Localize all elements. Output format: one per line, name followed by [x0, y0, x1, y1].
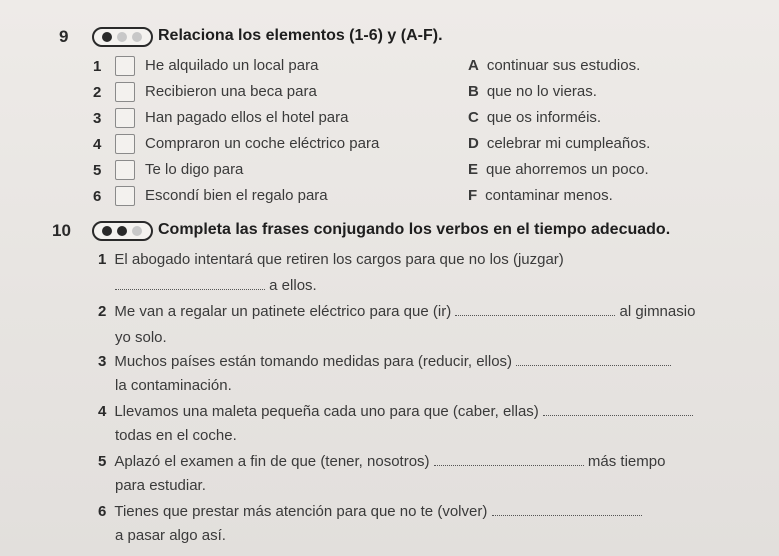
answer-blank[interactable] — [543, 403, 693, 416]
left-item-text: Han pagado ellos el hotel para — [145, 109, 349, 126]
exercise-item — [98, 403, 693, 420]
row-number: 4 — [93, 136, 102, 153]
exercise-10-number: 10 — [52, 221, 71, 240]
answer-checkbox[interactable] — [115, 160, 135, 180]
difficulty-indicator-9 — [92, 27, 153, 47]
answer-blank[interactable] — [115, 277, 265, 290]
row-number: 2 — [93, 84, 102, 101]
left-item-text: He alquilado un local para — [145, 57, 319, 74]
item-text: Llevamos una maleta pequeña cada uno para que (caber, ellas) — [114, 403, 539, 420]
exercise-item-continuation: la contaminación. — [115, 377, 232, 394]
exercise-9-instruction: Relaciona los elementos (1-6) y (A-F). — [158, 27, 443, 44]
right-item-text: celebrar mi cumpleaños. — [486, 135, 651, 152]
right-item-text: que no lo vieras. — [486, 83, 597, 100]
answer-checkbox[interactable] — [115, 134, 135, 154]
item-number: 4 — [98, 403, 107, 420]
item-number: 1 — [98, 251, 107, 268]
item-number: 6 — [98, 503, 107, 520]
answer-blank[interactable] — [516, 353, 671, 366]
item-text: Aplazó el examen a fin de que (tener, nosotros) — [114, 453, 430, 470]
item-text: más tiempo — [587, 453, 666, 470]
right-item-letter: E — [468, 161, 479, 178]
answer-checkbox[interactable] — [115, 108, 135, 128]
exercise-item — [98, 303, 695, 320]
exercise-9-number: 9 — [59, 27, 69, 46]
item-number: 2 — [98, 303, 107, 320]
answer-checkbox[interactable] — [115, 186, 135, 206]
exercise-10-instruction: Completa las frases conjugando los verbos en el tiempo adecuado. — [158, 221, 671, 238]
left-item-text: Compraron un coche eléctrico para — [145, 135, 380, 152]
exercise-item-continuation: yo solo. — [115, 329, 167, 346]
exercise-item-continuation: para estudiar. — [115, 477, 206, 494]
row-number: 1 — [93, 58, 102, 75]
left-item-text: Recibieron una beca para — [145, 83, 317, 100]
item-number: 3 — [98, 353, 107, 370]
item-text: Me van a regalar un patinete eléctrico para que (ir) — [114, 303, 452, 320]
exercise-item — [98, 251, 564, 268]
difficulty-dot-empty — [132, 226, 142, 236]
exercise-item-continuation: a pasar algo así. — [115, 527, 226, 544]
difficulty-dot-empty — [117, 32, 127, 42]
right-item-text: que ahorremos un poco. — [486, 161, 649, 178]
right-item — [468, 135, 650, 152]
row-number: 5 — [93, 162, 102, 179]
right-item — [468, 83, 597, 100]
row-number: 3 — [93, 110, 102, 127]
right-item-letter: C — [468, 109, 479, 126]
exercise-item — [98, 503, 642, 520]
difficulty-indicator-10 — [92, 221, 153, 241]
right-item-text: que os informéis. — [486, 109, 602, 126]
right-item — [468, 187, 613, 204]
right-item-text: contaminar menos. — [485, 187, 613, 204]
right-item — [468, 161, 649, 178]
difficulty-dot-filled — [102, 226, 112, 236]
item-number: 5 — [98, 453, 107, 470]
row-number: 6 — [93, 188, 102, 205]
answer-blank[interactable] — [434, 453, 584, 466]
difficulty-dot-empty — [132, 32, 142, 42]
answer-checkbox[interactable] — [115, 82, 135, 102]
right-item-letter: B — [468, 83, 479, 100]
right-item — [468, 57, 640, 74]
item-text: El abogado intentará que retiren los cargos para que no los (juzgar) — [114, 251, 564, 268]
right-item-letter: D — [468, 135, 479, 152]
right-item-letter: A — [468, 57, 479, 74]
answer-blank[interactable] — [455, 303, 615, 316]
exercise-item — [98, 353, 671, 370]
exercise-item-continuation: todas en el coche. — [115, 427, 237, 444]
item-text: Tienes que prestar más atención para que no te (volver) — [114, 503, 488, 520]
left-item-text: Te lo digo para — [145, 161, 244, 178]
item-text: al gimnasio — [619, 303, 696, 320]
item-text: Muchos países están tomando medidas para (reducir, ellos) — [114, 353, 513, 370]
difficulty-dot-filled — [117, 226, 127, 236]
right-item-letter: F — [468, 187, 478, 204]
right-item-text: continuar sus estudios. — [486, 57, 641, 74]
answer-checkbox[interactable] — [115, 56, 135, 76]
left-item-text: Escondí bien el regalo para — [145, 187, 328, 204]
item-text: a ellos. — [269, 277, 317, 294]
exercise-item — [98, 453, 665, 470]
exercise-item-continuation — [115, 277, 317, 294]
answer-blank[interactable] — [492, 503, 642, 516]
right-item — [468, 109, 601, 126]
difficulty-dot-filled — [102, 32, 112, 42]
